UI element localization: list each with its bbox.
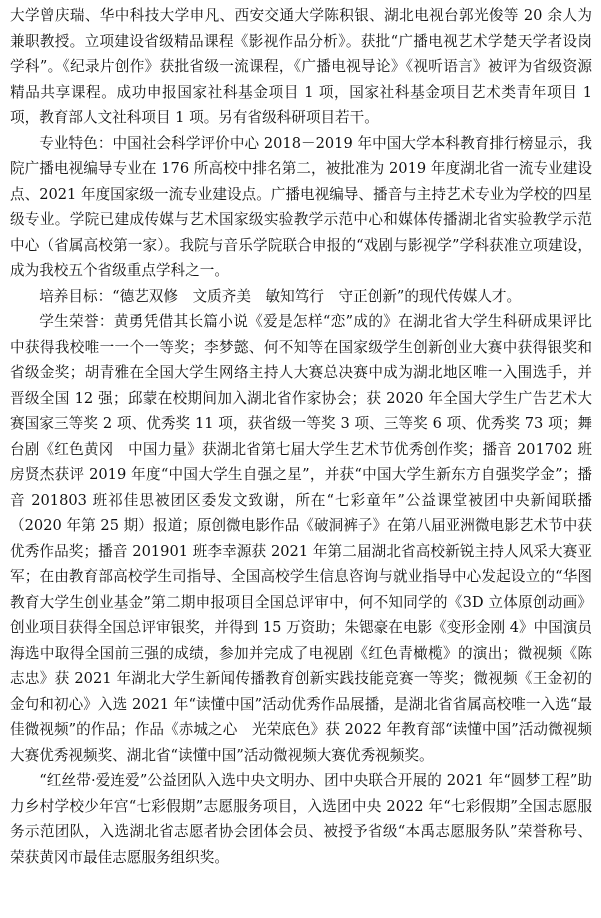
paragraph-major-features: 专业特色：中国社会科学评价中心 2018－2019 年中国大学本科教育排行榜显示，我院广播电视编导专业在 176 所高校中排名第二，被批准为 2019 年度湖北省一流专业建设点、2021 年度国家级一流专业建设点。广播电视编导、播音与主持艺术专业为学校的四星级专业。学院已建成传媒与艺术国家级实验教学示范中心和媒体传播湖北省实验教学示范中心（省属高校第一家）。我院与音乐学院联合申报的“戏剧与影视学”学科获准立项建设，成为我校五个省级重点学科之一。 — [10, 134, 592, 279]
paragraph-student-honors: 学生荣誉：黄勇凭借其长篇小说《爱是怎样“恋”成的》在湖北省大学生科研成果评比中获得我校唯一一个一等奖；李梦懿、何不知等在国家级学生创新创业大赛中获得银奖和省级金奖；胡青雅在全国大学生网络主持人大赛总决赛中成为湖北地区唯一入围选手，并晋级全国 12 强；邱蒙在校期间加入湖北省作家协会；获 2020 年全国大学生广告艺术大赛国家三等奖 2 项、优秀奖 11 项，获省级一等奖 3 项、三等奖 6 项、优秀奖 73 项；舞台剧《红色黄冈 中国力量》获湖北省第七届大学生艺术节优秀创作奖；播音 201702 班房贤杰获评 2019 年度“中国大学生自强之星”，并获“中国大学生新东方自强奖学金”；播音 201803 班祁佳思被团区委发文致谢，所在“七彩童年”公益课堂被团中央新闻联播（2020 年第 25 期）报道；原创微电影作品《破洞裤子》在第八届亚洲微电影艺术节中获优秀作品奖；播音 201901 班李幸源获 2021 年第二届湖北省高校新锐主持人风采大赛亚军；在由教育部高校学生司指导、全国高校学生信息咨询与就业指导中心发起设立的“华图教育大学生创业基金”第二期申报项目全国总评审中，何不知同学的《3D 立体原创动画》创业项目获得全国总评审银奖，并得到 15 万资助；朱锶豪在电影《变形金刚 4》中国演员海选中取得全国前三强的成绩，参加并完成了电视剧《红色青橄榄》的演出；微视频《陈志忠》获 2021 年湖北大学生新闻传播教育创新实践技能竞赛一等奖；微视频《王金初的金句和初心》入选 2021 年“读懂中国”活动优秀作品展播，是湖北省省属高校唯一入选“最佳微视频”的作品；作品《赤城之心 光荣底色》获 2022 年教育部“读懂中国”活动微视频大赛优秀视频奖、湖北省“读懂中国”活动微视频大赛优秀视频奖。 — [10, 313, 592, 764]
paragraph-faculty-continued: 大学曾庆瑞、华中科技大学申凡、西安交通大学陈积银、湖北电视台郭光俊等 20 余人为兼职教授。立项建设省级精品课程《影视作品分析》。获批“广播电视艺术学楚天学者设岗学科”。《纪录片创作》获批省级一流课程，《广播电视导论》《视听语言》被评为省级资源精品共享课程。成功申报国家社科基金项目 1 项，国家社科基金项目艺术类青年项目 1 项，教育部人文社科项目 1 项。另有省级科研项目若干。 — [10, 7, 592, 126]
paragraph-training-goal: 培养目标：“德艺双修 文质齐美 敏知笃行 守正创新”的现代传媒人才。 — [39, 287, 522, 305]
paragraph-volunteer-team: “红丝带·爱连爱”公益团队入选中央文明办、团中央联合开展的 2021 年“圆梦工程”助力乡村学校少年宫“七彩假期”志愿服务项目，入选团中央 2022 年“七彩假期”全国志愿服务示范团队，入选湖北省志愿者协会团体会员、被授予省级“本禹志愿服务队”荣誉称号、荣获黄冈市最佳志愿服务组织奖。 — [10, 772, 592, 866]
